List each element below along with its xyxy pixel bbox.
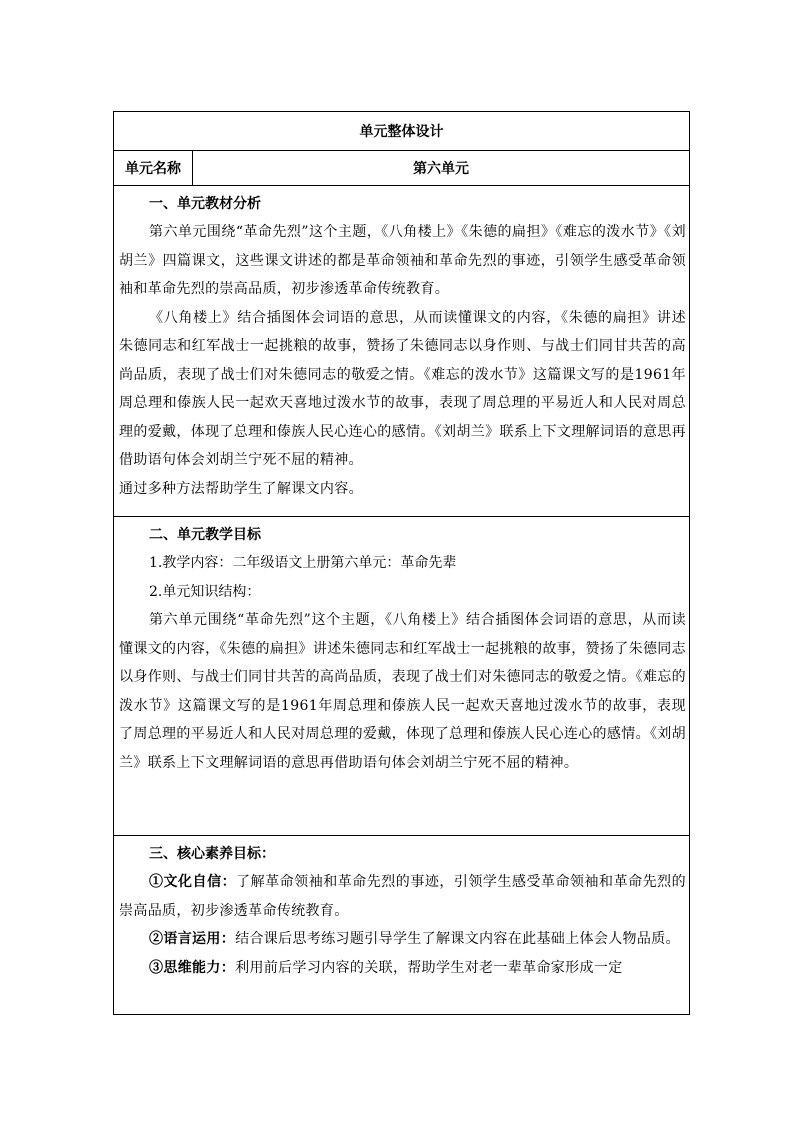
section-2-item-2: 2.单元知识结构： [149, 583, 261, 600]
table-title: 单元整体设计 [114, 112, 690, 151]
goal-3-text: 利用前后学习内容的关联，帮助学生对老一辈革命家形成一定 [235, 959, 623, 976]
goal-1-paragraph [119, 868, 686, 925]
unit-name-value: 第六单元 [193, 151, 690, 186]
title-row [114, 112, 690, 151]
goal-2-text: 结合课后思考练习题引导学生了解课文内容在此基础上体会人物品质。 [235, 931, 680, 947]
goal-1-label: ①文化自信： [149, 874, 237, 890]
section-2-heading: 二、单元教学目标 [149, 527, 261, 543]
section-1-row [114, 186, 690, 517]
section-2-cell [114, 517, 690, 836]
goal-2-paragraph [119, 925, 686, 954]
section-2-item-1: 1.教学内容：二年级语文上册第六单元：革命先辈 [149, 555, 457, 571]
unit-name-row [114, 151, 690, 186]
section-3-heading: 三、核心素养目标： [149, 846, 275, 862]
section-3-row [114, 836, 690, 1015]
unit-design-table [113, 111, 690, 1015]
goal-3-label: ③思维能力： [149, 959, 236, 976]
goal-1-text: 了解革命领袖和革命先烈的事迹，引领学生感受革命领袖和革命先烈的崇高品质，初步渗透革命传统教育。 [119, 874, 686, 919]
goal-2-label: ②语言运用： [149, 931, 236, 947]
section-1-paragraph-2: 《八角楼上》结合插图体会词语的意思，从而读懂课文的内容，《朱德的扁担》讲述朱德同志和红军战士一起挑粮的故事，赞扬了朱德同志以身作则、与战士们同甘共苦的高尚品质，表现了战士们对朱德同志的敬爱之情。《难忘的泼水节》这篇课文写的是1961年周总理和傣族人民一起欢天喜地过泼水节的故事，表现了周总理的平易近人和人民对周总理的爱戴，体现了总理和傣族人民心连心的感情。《刘胡兰》联系上下文理解词语的意思再借助语句体会刘胡兰宁死不屈的精神。 [119, 309, 686, 468]
section-3-cell [114, 836, 690, 1015]
section-2-paragraph-1: 第六单元围绕“革命先烈”这个主题，《八角楼上》结合插图体会词语的意思，从而读懂课文的内容，《朱德的扁担》讲述朱德同志和红军战士一起挑粮的故事，赞扬了朱德同志以身作则、与战士们同甘共苦的高尚品质，表现了战士们对朱德同志的敬爱之情。《难忘的泼水节》这篇课文写的是1961年周总理和傣族人民一起欢天喜地过泼水节的故事，表现了周总理的平易近人和人民对周总理的爱戴，体现了总理和傣族人民心连心的感情。《刘胡兰》联系上下文理解词语的意思再借助语句体会刘胡兰宁死不屈的精神。 [119, 612, 686, 771]
section-1-cell [114, 186, 690, 517]
section-1-paragraph-1: 第六单元围绕“革命先烈”这个主题，《八角楼上》《朱德的扁担》《难忘的泼水节》《刘胡兰》四篇课文，这些课文讲述的都是革命领袖和革命先烈的事迹，引领学生感受革命领袖和革命先烈的崇高品质，初步渗透革命传统教育。 [119, 224, 686, 297]
goal-3-paragraph [119, 954, 686, 983]
section-1-heading: 一、单元教材分析 [149, 196, 261, 212]
unit-name-label: 单元名称 [114, 151, 193, 186]
section-2-row [114, 517, 690, 836]
section-1-paragraph-3: 通过多种方法帮助学生了解课文内容。 [119, 480, 363, 497]
